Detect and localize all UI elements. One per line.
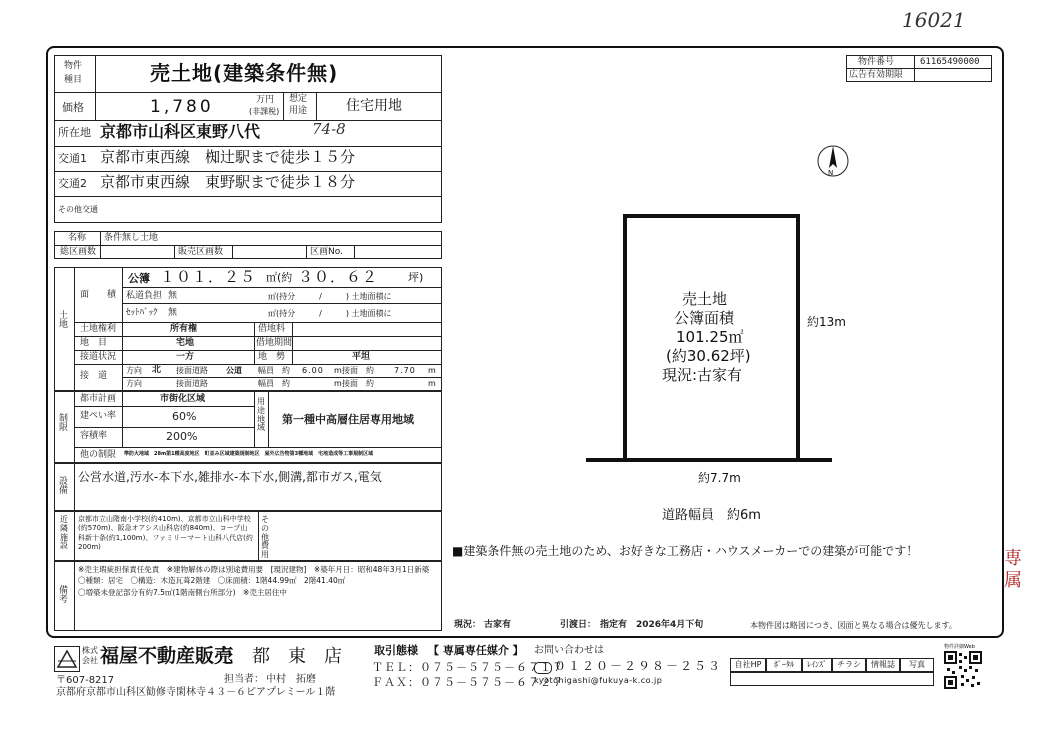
- road1-road-label: 接面道路: [176, 366, 208, 375]
- land-category-label: 地 目: [80, 338, 108, 348]
- stamp: 専属: [1004, 548, 1022, 591]
- name-value: 条件無し土地: [104, 233, 159, 243]
- disclaimer: 本物件図は略図につき、図面と異なる場合は優先します。: [750, 621, 957, 630]
- price-value: 1,780: [150, 97, 214, 117]
- zone-value: 第一種中高層住居専用地域: [282, 413, 414, 426]
- volume-value: 200%: [166, 430, 198, 443]
- remarks-label: 備考: [59, 586, 69, 605]
- city-plan-label: 都市計画: [80, 394, 117, 404]
- terrain-label: 地 勢: [258, 352, 286, 362]
- side-dimension: 約13m: [807, 315, 846, 329]
- transport-2-label: 交通2: [58, 177, 87, 190]
- access-label: 接道状況: [80, 352, 117, 362]
- other-restrictions-label: 他の制限: [80, 450, 117, 460]
- location-label: 所在地: [58, 126, 91, 139]
- inquiry-label: お問い合わせは: [534, 645, 604, 656]
- coverage-value: 60%: [172, 410, 197, 423]
- postal-code: 〒607-8217: [56, 675, 115, 686]
- price-label: 価格: [62, 101, 84, 114]
- facilities-label: 設備: [59, 477, 69, 496]
- area-tsubo-unit: 坪): [408, 271, 424, 284]
- restrictions-section-label: 制限: [59, 414, 69, 433]
- notice: ■建築条件無の売土地のため、お好きな工務店・ハウスメーカーでの建築が可能です！: [452, 544, 919, 558]
- road2-frontage-unit: m: [428, 379, 436, 388]
- setback-label: ｾｯﾄﾊﾞｯｸ: [126, 308, 158, 318]
- borrow-fee-label: 借地料: [258, 324, 286, 334]
- company-logo: [54, 646, 80, 672]
- compass-label: N: [828, 169, 834, 177]
- footer-check-row: [730, 672, 934, 686]
- delivery-value: 指定有 2026年4月下旬: [600, 620, 704, 630]
- city-plan-value: 市街化区域: [160, 394, 206, 404]
- road1-road: 公道: [226, 366, 242, 375]
- volume-label: 容積率: [80, 431, 108, 441]
- road2-frontage-label: 接面 約: [342, 379, 374, 388]
- page-title: 売土地(建築条件無): [150, 61, 339, 85]
- branch-name: 京 都 東 店: [216, 646, 342, 667]
- road-label: 接 道: [80, 371, 108, 381]
- footer-button-magazine: 情報誌: [866, 658, 900, 672]
- coverage-label: 建ぺい率: [80, 411, 117, 421]
- free-dial-icon: [534, 662, 552, 674]
- plot-label-5: 現況:古家有: [662, 366, 743, 384]
- deal-label: 取引態様: [374, 644, 418, 657]
- type-label: 物件: [64, 61, 83, 71]
- area-value: １０１．２５: [160, 268, 257, 286]
- division-number-label: 区画No.: [310, 247, 343, 257]
- sale-divisions-label: 販売区画数: [178, 247, 224, 257]
- footer-button-portal: ﾎﾟｰﾀﾙ: [766, 658, 802, 672]
- usage-label: 想定: [289, 94, 308, 104]
- land-right-label: 土地権利: [80, 324, 117, 334]
- fax-number: ＦＡＸ：０７５－５７５－６７２７: [372, 676, 564, 689]
- road-width-label: 道路幅員 約6m: [662, 508, 761, 523]
- remarks-line-1: ※売主瑕疵担保責任免責 ※建物解体の際は別途費用要 [現況建物] ※築年月日：昭和48年3月1日新築 〇種類：居宅 〇構造：木造瓦葺2階建 〇床面積：1階44.99㎡ 2階41.40㎡: [78, 565, 437, 585]
- usage-label-2: 用途: [289, 106, 308, 116]
- road2-dir-label: 方向: [126, 379, 142, 388]
- area-tsubo: ３０．６２: [298, 268, 379, 286]
- borrow-period-label: 借地期間: [256, 338, 293, 348]
- footer-button-photo: 写真: [900, 658, 934, 672]
- free-dial-number[interactable]: ０１２０－２９８－２５３: [554, 659, 723, 673]
- road2-road-label: 接面道路: [176, 379, 208, 388]
- area-unit: ㎡(約: [266, 271, 293, 284]
- delivery-label: 引渡日：: [560, 620, 597, 630]
- other-restrictions-value: 準防火地域 28m第1種高度地区 町並み区域建築規制地区 屋外広告物第3種地域 宅地造成等工事規制区域: [124, 451, 374, 457]
- plot-label-4: (約30.62坪): [666, 347, 751, 365]
- tel-number[interactable]: ＴＥＬ：０７５－５７５－６７１７: [372, 661, 564, 674]
- road1-width-label: 幅員 約: [258, 366, 290, 375]
- price-tax: (非課税): [249, 107, 280, 116]
- property-id-value: 61165490000: [920, 57, 980, 67]
- other-transport-label: その他交通: [58, 205, 98, 214]
- area-registered-prefix: 公簿: [128, 272, 150, 285]
- company-name: 福屋不動産販売: [100, 645, 234, 667]
- road2-width-label: 幅員 約: [258, 379, 290, 388]
- transport-1-value: 京都市東西線 椥辻駅まで徒歩１５分: [100, 148, 356, 166]
- usage-value: 住宅用地: [346, 98, 402, 114]
- private-road-label: 私道負担: [126, 291, 163, 301]
- qr-label: 物件詳細Web: [944, 644, 975, 650]
- plot-label-1: 売土地: [682, 290, 728, 308]
- road1-frontage: 7.70: [394, 366, 416, 375]
- footer-button-reins: ﾚｲﾝｽﾞ: [802, 658, 832, 672]
- qr-code-icon[interactable]: [944, 651, 982, 689]
- area-label: 面 積: [80, 290, 117, 300]
- total-divisions-label: 総区画数: [60, 247, 97, 257]
- road1-dir: 北: [152, 365, 162, 375]
- road1-dir-label: 方向: [126, 366, 142, 375]
- kabushiki-label: 株式会社: [82, 646, 98, 665]
- facilities-value: 公営水道,汚水-本下水,雑排水-本下水,側溝,都市ガス,電気: [78, 470, 382, 484]
- nearby-value: 京都市立山階南小学校(約410m)、京都市立山科中学校(約570m)、阪急オアシス山科店(約840m)、コープ山科新十条(約1,100m)、ファミリーマート山科八代店(約200m): [78, 515, 253, 552]
- remarks-line-2: 〇増築未登記部分有約7.5㎡(1階南側台所部分) ※売主居住中: [78, 588, 287, 597]
- nearby-label: 近隣施設: [60, 515, 68, 551]
- road1-width: 6.00: [302, 366, 324, 375]
- person-label: 担当者：: [224, 674, 264, 685]
- footer-button-own-hp: 自社HP: [730, 658, 766, 672]
- setback-value: 無: [168, 308, 178, 318]
- type-label-2: 種目: [64, 75, 83, 85]
- name-label: 名称: [68, 233, 87, 243]
- road1-frontage-label: 接面 約: [342, 366, 374, 375]
- road1-width-unit: m: [334, 366, 342, 375]
- zone-label: 用途地域: [257, 397, 265, 433]
- terrain-value: 平坦: [352, 352, 371, 362]
- deal-value: 【 専属専任媒介 】: [428, 644, 524, 657]
- road1-frontage-unit: m: [428, 366, 436, 375]
- company-address: 京都府京都市山科区勧修寺閑林寺４３－６ピアプレミール１階: [56, 687, 336, 698]
- other-costs-label: その他費用: [261, 515, 269, 560]
- bottom-dimension: 約7.7m: [698, 471, 741, 485]
- transport-1-label: 交通1: [58, 152, 87, 165]
- ad-expiry-label: 広告有効期限: [849, 70, 904, 80]
- private-road-value: 無: [168, 291, 178, 301]
- setback-share: ㎡(持分 / ) 土地面積に: [268, 309, 392, 318]
- current-status-label: 現況：: [454, 620, 482, 630]
- land-right-value: 所有権: [170, 324, 198, 334]
- address-handwritten: 74-8: [312, 120, 346, 138]
- land-category-value: 宅地: [176, 338, 195, 348]
- private-road-share: ㎡(持分 / ) 土地面積に: [268, 292, 392, 301]
- road2-width-unit: m: [334, 379, 342, 388]
- property-id-label: 物件番号: [858, 57, 895, 67]
- access-value: 一方: [176, 352, 195, 362]
- land-section-label: 土地: [59, 311, 69, 330]
- handwritten-number: 16021: [902, 8, 966, 32]
- email-address[interactable]: kyotohigashi@fukuya-k.co.jp: [534, 676, 663, 685]
- location-value: 京都市山科区東野八代: [100, 122, 261, 141]
- transport-2-value: 京都市東西線 東野駅まで徒歩１８分: [100, 173, 356, 191]
- person-name: 中村 拓磨: [266, 674, 316, 685]
- current-status-value: 古家有: [484, 620, 512, 630]
- plot-label-2: 公簿面積: [674, 309, 735, 327]
- plot-label-3: 101.25㎡: [676, 328, 744, 346]
- price-unit: 万円: [256, 95, 275, 105]
- footer-button-flyer: チラシ: [832, 658, 866, 672]
